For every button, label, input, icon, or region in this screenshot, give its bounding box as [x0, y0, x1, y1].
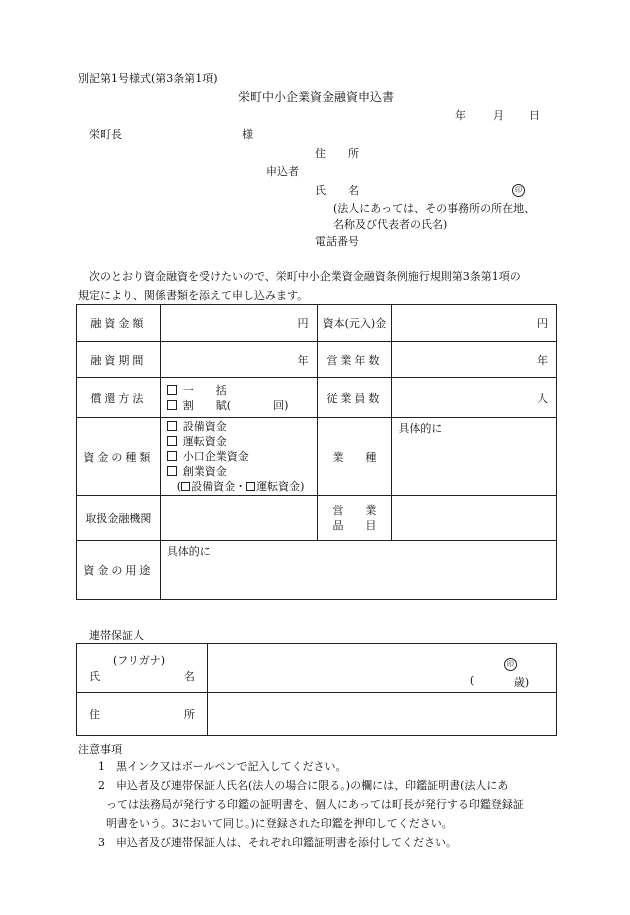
note-line: 申込者及び連帯保証人は、それぞれ印鑑証明書を添付してください。	[116, 836, 457, 849]
industry-field[interactable]	[392, 418, 557, 496]
guarantor-address-label	[77, 693, 208, 736]
loan-period-field[interactable]	[160, 342, 317, 378]
bank-label: 取扱金融機関	[77, 496, 161, 541]
fund-use-specific-label: 具体的に	[166, 545, 211, 558]
checkbox-icon[interactable]	[181, 482, 190, 491]
repayment-lump-label: 一 括	[182, 383, 227, 397]
intro-line-2: 規定により、関係書類を添えて申し込みます。	[78, 289, 309, 302]
applicant-address-label: 住 所	[315, 147, 359, 160]
applicant-seal-mark	[512, 182, 525, 197]
guarantor-name-label	[77, 644, 208, 693]
repayment-installment-label: 割 賦(	[182, 398, 232, 412]
fund-type-option[interactable]	[167, 464, 317, 479]
repayment-option-lump[interactable]	[167, 383, 317, 398]
guarantor-furigana-label: (フリガナ)	[113, 654, 166, 667]
addressee-name: 栄町長	[89, 128, 122, 141]
industry-specific-label: 具体的に	[398, 422, 443, 435]
checkbox-icon[interactable]	[167, 466, 177, 476]
loan-period-unit: 年	[297, 353, 309, 367]
guarantor-name-field[interactable]	[207, 644, 556, 693]
guarantor-age-close: 歳)	[513, 676, 530, 689]
checkbox-icon[interactable]	[167, 421, 177, 431]
note-line: 申込者及び連帯保証人氏名(法人の場合に限る。)の欄には、印鑑証明書(法人にあ	[116, 779, 509, 792]
checkbox-icon[interactable]	[167, 400, 177, 410]
repayment-option-installment[interactable]	[167, 398, 317, 413]
employees-unit: 人	[537, 391, 548, 405]
fund-type-option-label: 小口企業資金	[182, 450, 249, 463]
application-table	[76, 304, 557, 600]
guarantor-address-field[interactable]	[207, 693, 556, 736]
guarantor-table	[76, 643, 557, 736]
fund-type-option[interactable]	[167, 449, 317, 464]
sub-working-label: 運転資金)	[256, 480, 305, 493]
checkbox-icon[interactable]	[167, 451, 177, 461]
business-item-label	[317, 496, 392, 541]
employees-label: 従業員数	[317, 378, 392, 418]
guarantor-age-open: (	[469, 674, 475, 687]
intro-line-1: 次のとおり資金融資を受けたいので、栄町中小企業資金融資条例施行規則第3条第1項の	[89, 270, 521, 283]
fund-use-label: 資金の用途	[77, 541, 161, 600]
fund-type-option[interactable]	[167, 434, 317, 449]
guarantor-address-label-right: 所	[183, 708, 195, 721]
fund-type-option-label: 設備資金	[182, 420, 227, 433]
date-month: 月	[493, 109, 504, 122]
capital-unit: 円	[537, 317, 548, 330]
capital-field[interactable]	[392, 305, 557, 342]
form-title: 栄町中小企業資金融資申込書	[238, 90, 395, 104]
business-item-label-1: 営 業	[332, 504, 377, 517]
repayment-label: 償還方法	[77, 378, 161, 418]
industry-label: 業 種	[317, 418, 392, 496]
applicant-name-label: 氏 名	[315, 184, 359, 197]
business-item-field[interactable]	[392, 496, 557, 541]
checkbox-icon[interactable]	[246, 482, 255, 491]
note-item-2	[98, 776, 524, 833]
guarantor-address-label-left: 住	[89, 708, 100, 721]
note-item-1	[98, 757, 347, 776]
guarantor-seal-icon: 印	[504, 658, 517, 671]
fund-type-option-label: 創業資金	[182, 465, 227, 478]
repayment-times-label: 回)	[273, 398, 289, 412]
guarantor-heading: 連帯保証人	[89, 629, 144, 642]
applicant-phone-label: 電話番号	[315, 235, 359, 248]
fund-use-field[interactable]	[160, 541, 556, 600]
notes-heading: 注意事項	[78, 743, 122, 756]
repayment-options	[160, 378, 317, 418]
applicant-corp-note-2: 名称及び代表者の氏名)	[333, 218, 448, 231]
checkbox-icon[interactable]	[167, 436, 177, 446]
date-year: 年	[455, 109, 466, 122]
note-number: 3	[98, 836, 105, 849]
note-line: っては法務局が発行する印鑑の証明書を、個人にあっては町長が発行する印鑑登録証	[106, 798, 524, 811]
date-day: 日	[529, 109, 540, 122]
applicant-seal-icon: 印	[512, 184, 525, 197]
form-id: 別記第1号様式(第3条第1項)	[78, 72, 218, 85]
startup-sub-options	[167, 479, 317, 494]
note-number: 1	[98, 760, 105, 773]
fund-type-options	[160, 418, 317, 496]
loan-period-label: 融資期間	[77, 342, 161, 378]
addressee-honorific: 様	[242, 128, 253, 141]
years-in-business-field[interactable]	[392, 342, 557, 378]
years-in-business-label: 営業年数	[317, 342, 392, 378]
guarantor-name-label-left: 氏	[89, 670, 100, 683]
loan-amount-label: 融資金額	[77, 305, 161, 342]
loan-amount-field[interactable]	[160, 305, 317, 342]
business-item-label-2: 品 目	[332, 519, 377, 532]
years-in-business-unit: 年	[537, 353, 548, 367]
bank-field[interactable]	[160, 496, 317, 541]
note-number: 2	[98, 779, 105, 792]
fund-type-label: 資金の種類	[77, 418, 161, 496]
note-line: 明書をいう。3において同じ。)に登録された印鑑を押印してください。	[106, 817, 453, 830]
checkbox-icon[interactable]	[167, 385, 177, 395]
applicant-label: 申込者	[266, 165, 299, 178]
applicant-corp-note-1: (法人にあっては、その事務所の所在地、	[333, 202, 536, 215]
loan-amount-unit: 円	[297, 317, 309, 330]
note-line: 黒インク又はボールペンで記入してください。	[116, 760, 347, 773]
note-item-3	[98, 833, 457, 852]
guarantor-name-label-right: 名	[183, 670, 195, 683]
sub-note-open: (	[176, 480, 182, 493]
fund-type-option[interactable]	[167, 419, 317, 434]
capital-label: 資本(元入)金	[317, 305, 392, 342]
sub-equipment-label: 設備資金・	[191, 480, 247, 493]
fund-type-option-label: 運転資金	[182, 435, 227, 448]
employees-field[interactable]	[392, 378, 557, 418]
